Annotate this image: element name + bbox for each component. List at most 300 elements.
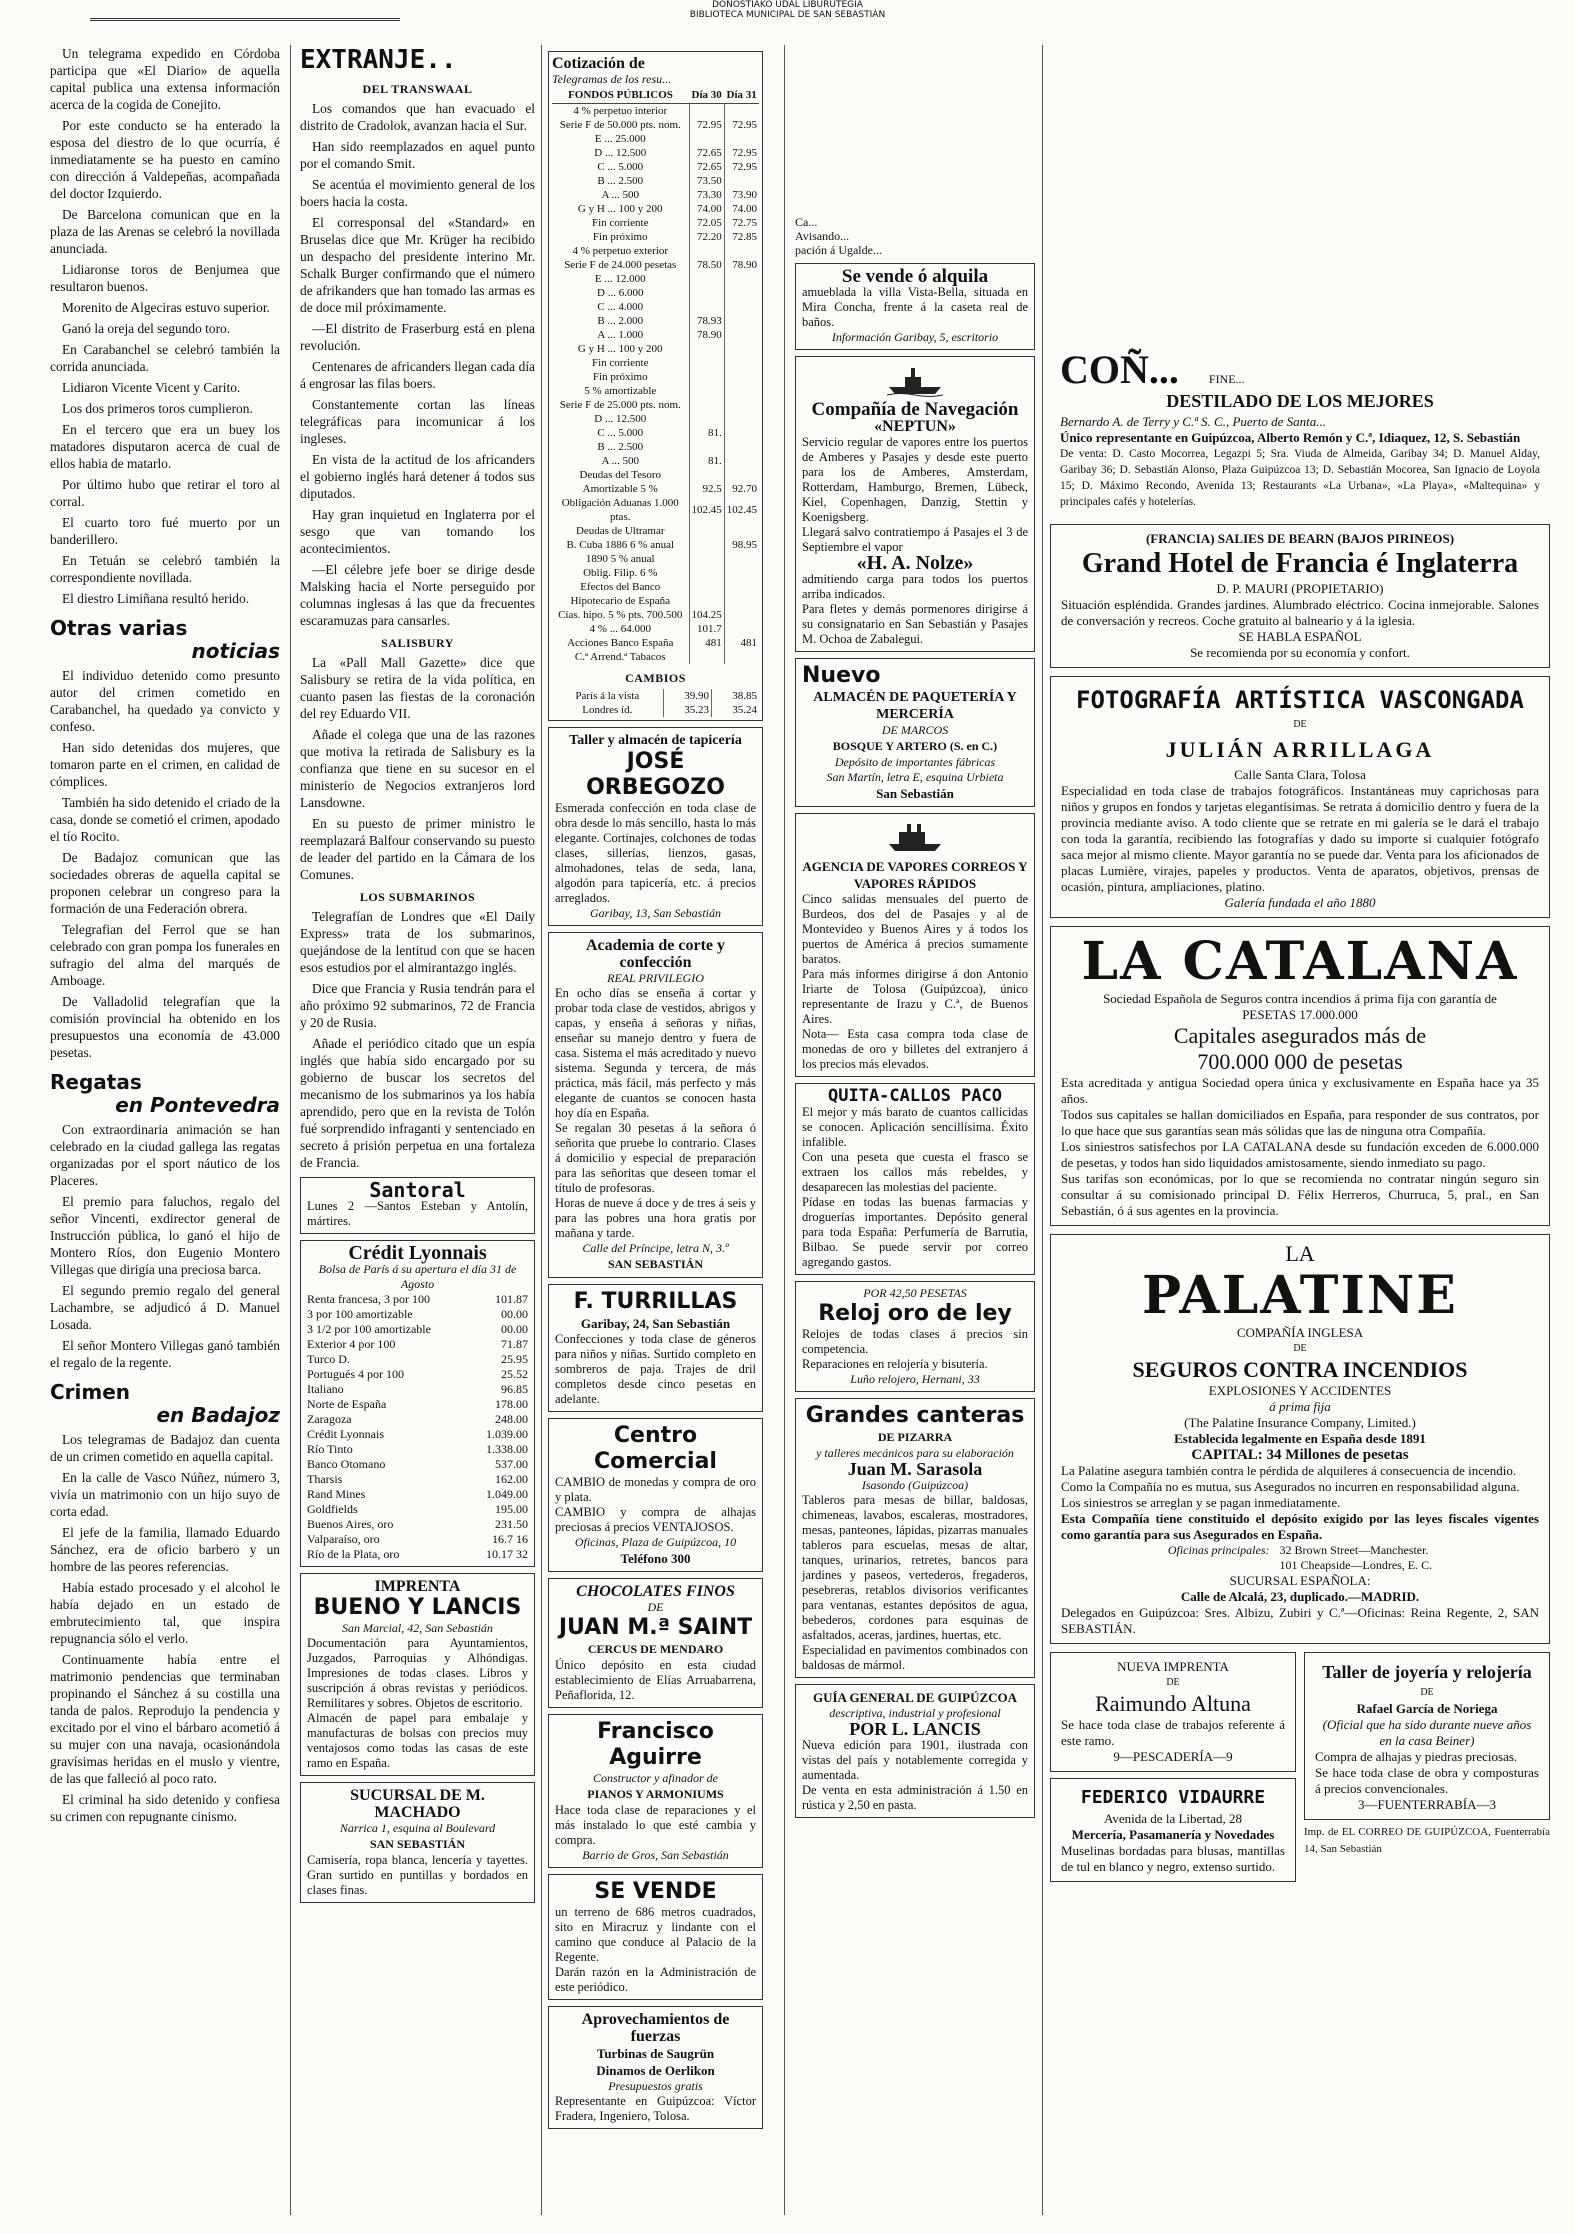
row-value: 00.00 xyxy=(501,1307,528,1321)
ad-address: 9—PESCADERÍA—9 xyxy=(1113,1749,1233,1764)
cotizacion-subtitle: Telegramas de los resu... xyxy=(552,72,672,86)
paragraph: El corresponsal del «Standard» en Bruselas dice que Mr. Krüger ha recibido un despacho del presidente interino Mr. Schalk Burger confirmando que el número de afrikanders que han tomado las armas es de doce mil próximamente. xyxy=(300,215,535,315)
ad-subtitle: PIANOS Y ARMONIUMS xyxy=(587,1787,724,1801)
ad-address: San Marcial, 42, San Sebastián xyxy=(342,1621,493,1635)
ad-phone: Teléfono 300 xyxy=(620,1551,691,1566)
table-cell xyxy=(689,580,724,608)
ad-body: Relojes de todas clases á precios sin competencia. xyxy=(802,1327,1028,1356)
paragraph: Dice que Francia y Rusia tendrán para el año próximo 92 submarinos, 72 de Francia y 20 de Rusia. xyxy=(300,981,535,1030)
column-divider xyxy=(784,45,785,2215)
canteras-ad xyxy=(795,1398,1035,1678)
table-cell xyxy=(689,538,724,552)
ad-body: Compra de alhajas y piedras preciosas. xyxy=(1315,1749,1518,1764)
paragraph: Lidiaron Vicente Vicent y Carito. xyxy=(62,380,241,395)
table-cell: A ... 500 xyxy=(601,189,640,201)
paragraph: Por este conducto se ha enterado la esposa del diestro de lo que ocurría, é inmediatamente se ha puesto en camino con dirección á Valdepeñas, acompañada del doctor Izquierdo. xyxy=(50,118,280,201)
ad-body: La Palatine asegura también contra le pérdida de alquileres á consecuencia de incendio. xyxy=(1061,1463,1517,1478)
table-cell xyxy=(724,132,759,146)
ad-name: Centro Comercial xyxy=(594,1423,717,1474)
la-catalana-ad xyxy=(1050,926,1550,1226)
table-cell: E ... 25.000 xyxy=(594,133,646,145)
table-cell: Amortizable 5 % xyxy=(582,483,658,495)
table-cell xyxy=(724,328,759,342)
centro-comercial-ad xyxy=(548,1418,763,1572)
table-cell: Fin próximo xyxy=(592,371,648,383)
table-row xyxy=(552,426,759,440)
table-cell: 92.70 xyxy=(724,482,759,496)
ad-subtitle: REAL PRIVILEGIO xyxy=(607,971,704,985)
table-cell: 4 % perpetuo exterior xyxy=(572,245,669,257)
table-row xyxy=(307,1442,528,1457)
table-cell xyxy=(689,552,724,566)
table-cell xyxy=(689,356,724,370)
ad-name: Grandes canteras xyxy=(805,1403,1025,1428)
paragraph: Se acentúa el movimiento general de los boers hacia la costa. xyxy=(300,177,535,209)
row-value: 231.50 xyxy=(495,1517,528,1531)
cotizacion-box xyxy=(548,51,763,721)
ad-body: Muselinas bordadas para blusas, mantillas de tul en blanco y negro, extenso surtido. xyxy=(1061,1843,1285,1874)
ad-address: Luño relojero, Hernani, 33 xyxy=(850,1372,980,1386)
table-row xyxy=(307,1352,528,1367)
reloj-ad xyxy=(795,1281,1035,1392)
paragraph: En Tetuán se celebró también la correspondiente novillada. xyxy=(50,553,280,585)
fotografia-ad xyxy=(1050,676,1550,918)
paragraph: El criminal ha sido detenido y confiesa su crimen con repugnante cinismo. xyxy=(50,1792,280,1824)
ad-body: Hace toda clase de reparaciones y el más instalado lo que esté cambia y compra. xyxy=(555,1803,756,1847)
table-cell xyxy=(689,412,724,426)
paragraph: El diestro Limiñana resultó herido. xyxy=(62,591,250,606)
row-value: 71.87 xyxy=(501,1337,528,1351)
ad-title: COÑ... xyxy=(1060,347,1179,392)
ad-body: Especialidad en pavimentos combinados con baldosas de mármol. xyxy=(802,1643,1028,1672)
row-label: Crédit Lyonnais xyxy=(307,1427,384,1441)
table-cell: E ... 12.000 xyxy=(594,273,646,285)
ad-name: F. TURRILLAS xyxy=(573,1289,738,1314)
ad-maker: Bernardo A. de Terry y C.ª S. C., Puerto de Santa... xyxy=(1060,414,1326,429)
table-row xyxy=(552,356,759,370)
paragraph: Han sido reemplazados en aquel punto por el comando Smit. xyxy=(300,139,535,171)
ad-name: BUENO Y LANCIS xyxy=(313,1595,522,1620)
ad-capital: Capitales asegurados más de xyxy=(1173,1023,1427,1048)
table-cell: Oblig. Filip. 6 % xyxy=(583,567,658,579)
ad-title: Aprovechamientos de fuerzas xyxy=(581,2011,730,2045)
paragraph: Por último hubo que retirar el toro al corral. xyxy=(50,477,280,509)
paragraph: Lidiaronse toros de Benjumea que resultaron buenos. xyxy=(50,262,280,294)
table-cell xyxy=(689,566,724,580)
ad-title: SUCURSAL DE M. MACHADO xyxy=(350,1787,485,1821)
ad-info: Información Garibay, 5, escritorio xyxy=(831,330,999,344)
paragraph: Los telegramas de Badajoz dan cuenta de un crimen cometido en aquella capital. xyxy=(50,1432,280,1464)
paragraph: Ganó la oreja del segundo toro. xyxy=(62,321,231,336)
ad-body: Para fletes y demás pormenores dirigirse á su consignatario en San Sebastián y Pasajes M. Ochoa de Zabalegui. xyxy=(802,602,1028,646)
imprenta-ad xyxy=(300,1573,535,1776)
ad-body: Esmerada confección en toda clase de obra desde lo más sencillo, hasta lo más elegante. Cortinajes, colchones de todas clases, sillerías, lienzos, gasas, almohadones, telas de seda, lana, algodón para tapicería, etc. á precios arreglados. xyxy=(555,801,756,905)
table-row xyxy=(552,146,759,160)
table-cell: 78.90 xyxy=(689,328,724,342)
row-value: 1.049.00 xyxy=(486,1487,528,1501)
ad-title: Taller y almacén de tapicería xyxy=(569,733,742,748)
ad-subtitle: BOSQUE Y ARTERO (S. en C.) xyxy=(832,739,998,753)
ad-capital: PESETAS 17.000.000 xyxy=(1242,1007,1358,1022)
table-cell xyxy=(724,314,759,328)
table-cell: 39.90 xyxy=(663,689,711,703)
table-row xyxy=(552,188,759,202)
row-value: 178.00 xyxy=(495,1397,528,1411)
table-cell: 78.50 xyxy=(689,258,724,272)
ad-subtitle: Mercería, Pasamanería y Novedades xyxy=(1071,1827,1275,1842)
ad-title: GUÍA GENERAL DE GUIPÚZCOA xyxy=(812,1690,1018,1705)
ad-body: Horas de nueve á doce y de tres á seis y para las pobres una hora gratis por mañana y tarde. xyxy=(555,1196,756,1240)
ad-title: LA CATALANA xyxy=(1081,931,1519,992)
ad-subtitle: descriptiva, industrial y profesional xyxy=(829,1706,1001,1720)
table-row xyxy=(552,398,759,412)
table-row xyxy=(552,258,759,272)
row-value: 1.338.00 xyxy=(486,1442,528,1456)
ad-body: Se hace toda clase de obra y composturas á precios convencionales. xyxy=(1315,1765,1539,1796)
ad-body: amueblada la villa Vista-Bella, situada en Mira Concha, frente á la caseta real de baños. xyxy=(802,285,1028,329)
paragraph: Telegrafian del Ferrol que se han celebrado con gran pompa los funerales en sufragio del alma del marqués de Amboage. xyxy=(50,922,280,988)
santoral-title: Santoral xyxy=(369,1178,466,1202)
table-row xyxy=(552,468,759,482)
ad-address: Calle Santa Clara, Tolosa xyxy=(1234,767,1366,782)
ad-subtitle: Dinamos de Oerlikon xyxy=(596,2063,715,2078)
table-cell: Efectos del Banco Hipotecario de España xyxy=(570,581,671,607)
ad-subtitle: COMPAÑÍA INGLESA xyxy=(1236,1325,1364,1340)
table-cell xyxy=(724,342,759,356)
ad-body: Cinco salidas mensuales del puerto de Burdeos, dos del de Pasajes y al de Montevideo y Buenos Aires y á todos los puertos de América á precios sumamente baratos. xyxy=(802,892,1028,966)
ad-title: Taller de joyería y relojería xyxy=(1322,1662,1532,1682)
table-row xyxy=(552,412,759,426)
row-value: 25.95 xyxy=(501,1352,528,1366)
table-row xyxy=(307,1472,528,1487)
table-cell: Acciones Banco España xyxy=(567,637,674,649)
cambios-title: CAMBIOS xyxy=(625,671,686,685)
header-rule xyxy=(90,18,400,21)
row-label: Zaragoza xyxy=(307,1412,352,1426)
table-cell: 81. xyxy=(689,454,724,468)
table-cell xyxy=(689,524,724,538)
ad-address: Avenida de la Libertad, 28 xyxy=(1103,1811,1242,1826)
table-cell: 72.95 xyxy=(724,118,759,132)
ad-title: Se vende ó alquila xyxy=(841,266,989,287)
ad-subtitle: Turbinas de Saugrün xyxy=(596,2046,715,2061)
ad-name: Juan M. Sarasola xyxy=(847,1459,983,1479)
row-value: 101.87 xyxy=(495,1292,528,1306)
ad-body: Almacén de papel para embalaje y manufacturas de bolsas con precios muy ventajosos como todas las casas de este ramo en España. xyxy=(307,1711,528,1770)
sucursal-ad xyxy=(300,1782,535,1903)
table-cell: 5 % amortizable xyxy=(584,385,657,397)
table-cell: París á la vista xyxy=(575,690,640,702)
table-cell xyxy=(689,468,724,482)
table-row xyxy=(552,538,759,552)
table-cell: 73.30 xyxy=(689,188,724,202)
table-row xyxy=(552,160,759,174)
table-cell: 73.90 xyxy=(724,188,759,202)
agencia-vapores-ad xyxy=(795,813,1035,1077)
table-cell: D ... 6.000 xyxy=(597,287,644,299)
table-cell: 72.95 xyxy=(724,160,759,174)
ad-body: CAMBIO y compra de alhajas preciosas á precios VENTAJOSOS. xyxy=(555,1505,756,1534)
table-cell: 72.05 xyxy=(689,216,724,230)
ad-body: Como la Compañía no es mutua, sus Asegurados no incurren en responsabilidad alguna. xyxy=(1061,1479,1520,1494)
table-row xyxy=(307,1487,528,1502)
ad-subtitle: EXPLOSIONES Y ACCIDENTES xyxy=(1208,1383,1392,1398)
table-cell: 78.90 xyxy=(724,258,759,272)
table-cell xyxy=(689,272,724,286)
row-label: Tharsis xyxy=(307,1472,343,1486)
ad-city: Isasondo (Guipúzcoa) xyxy=(861,1478,969,1492)
ad-subtitle: DESTILADO DE LOS MEJORES xyxy=(1166,391,1434,411)
ad-name: «NEPTUN» xyxy=(874,418,956,435)
paragraph: En su puesto de primer ministro le reemplazará Balfour conservando su puesto de leader del partido en la Cámara de los Comunes. xyxy=(300,816,535,882)
table-row xyxy=(552,622,759,636)
paragraph: Hay gran inquietud en Inglaterra por el sesgo que van tomando los acontecimientos. xyxy=(300,507,535,556)
ad-subtitle: Sociedad Española de Seguros contra incendios á prima fija con garantía de xyxy=(1103,991,1497,1006)
table-cell: C.ª Arrend.ª Tabacos xyxy=(574,651,666,663)
table-row xyxy=(307,1337,528,1352)
ad-body: Único depósito en esta ciudad establecimiento de Elías Arruabarrena, Peñaflorida, 12. xyxy=(555,1658,756,1702)
ad-subtitle: DE MARCOS xyxy=(881,723,949,737)
row-label: Buenos Aires, oro xyxy=(307,1517,394,1531)
ad-subtitle: (FRANCIA) SALIES DE BEARN (BAJOS PIRINEOS) xyxy=(1145,531,1455,546)
row-label: Valparaíso, oro xyxy=(307,1532,380,1546)
se-vende-ad xyxy=(548,1874,763,2000)
ad-body: Nota— Esta casa compra toda clase de monedas de oro y billetes del extranjero á los precios más elevados. xyxy=(802,1027,1028,1071)
row-value: 195.00 xyxy=(495,1502,528,1516)
table-cell xyxy=(724,356,759,370)
aguirre-ad xyxy=(548,1714,763,1868)
ad-address: Oficinas, Plaza de Guipúzcoa, 10 xyxy=(574,1535,737,1549)
ad-title: Compañía de Navegación xyxy=(811,399,1019,420)
table-cell: 81. xyxy=(689,426,724,440)
table-cell: 102.45 xyxy=(724,496,759,524)
row-value: 00.00 xyxy=(501,1322,528,1336)
paragraph: De Barcelona comunican que en la plaza de las Arenas se celebró la novillada anunciada. xyxy=(50,207,280,256)
archive-header-line2: BIBLIOTECA MUNICIPAL DE SAN SEBASTIÁN xyxy=(689,10,886,20)
paragraph: Continuamente había entre el matrimonio pendencias que terminaban propinando el Sánchez á su costilla una tanda de palos. Reprodujo la pendencia y excitado por el vino el bárbaro acometió á su mujer con una navaja, ocasionándola gravísimas heridas en el muslo y vientre, de las que falleció al poco rato. xyxy=(50,1652,280,1786)
table-row xyxy=(552,132,759,146)
ad-title: CHOCOLATES FINOS xyxy=(576,1583,735,1600)
ad-subtitle: FINE... xyxy=(1208,372,1245,386)
row-label: Exterior 4 por 100 xyxy=(307,1337,396,1351)
table-cell: Fin corriente xyxy=(591,217,649,229)
guia-ad xyxy=(795,1684,1035,1818)
row-value: 96.85 xyxy=(501,1382,528,1396)
table-cell: 35.23 xyxy=(663,703,711,717)
ad-address: Garibay, 24, San Sebastián xyxy=(580,1316,731,1331)
ad-body: SE HABLA ESPAÑOL xyxy=(1238,629,1362,644)
table-header: Día 31 xyxy=(724,87,759,104)
ad-de: DE xyxy=(1166,1677,1180,1688)
row-label: Norte de España xyxy=(307,1397,387,1411)
table-cell xyxy=(724,244,759,258)
table-cell xyxy=(724,650,759,664)
ad-name: Raimundo Altuna xyxy=(1095,1691,1251,1716)
ad-title: IMPRENTA xyxy=(374,1578,461,1595)
row-label: 3 1/2 por 100 amortizable xyxy=(307,1322,431,1336)
table-cell: 72.65 xyxy=(689,160,724,174)
table-row xyxy=(552,118,759,132)
ad-subtitle: Constructor y afinador de xyxy=(593,1771,718,1785)
paragraph: El jefe de la familia, llamado Eduardo Sánchez, era de oficio barbero y un hombre de las peores referencias. xyxy=(50,1525,280,1574)
ad-capital: CAPITAL: 34 Millones de pesetas xyxy=(1191,1447,1409,1463)
table-cell: 101.7 xyxy=(689,622,724,636)
ad-subtitle: SEGUROS CONTRA INCENDIOS xyxy=(1132,1357,1468,1382)
ad-body: un terreno de 686 metros cuadrados, sito en Miracruz y lindante con el camino que conduce al Palacio de la Regente. xyxy=(555,1905,756,1964)
santoral-box xyxy=(300,1177,535,1234)
table-row xyxy=(552,202,759,216)
ad-name: JUAN M.ª SAINT xyxy=(558,1615,753,1640)
table-cell: 72.95 xyxy=(724,146,759,160)
table-row xyxy=(552,104,759,119)
table-cell xyxy=(689,384,724,398)
chocolates-ad xyxy=(548,1578,763,1708)
table-cell xyxy=(689,370,724,384)
table-cell: B ... 2.500 xyxy=(597,175,644,187)
ad-body: Esta acreditada y antigua Sociedad opera única y exclusivamente en España hace ya 35 años. xyxy=(1061,1075,1539,1106)
ad-branch: SUCURSAL ESPAÑOLA: xyxy=(1229,1573,1371,1588)
table-row xyxy=(552,552,759,566)
section-heading: Regatas xyxy=(50,1070,142,1094)
paragraph: Añade el colega que una de las razones que motiva la retirada de Salisbury es la confianza que tiene en su sucesor en el ministerio de Negocios extranjeros lord Lansdowne. xyxy=(300,727,535,810)
row-value: 1.039.00 xyxy=(486,1427,528,1441)
row-label: Portugués 4 por 100 xyxy=(307,1367,404,1381)
section-heading: noticias xyxy=(191,639,280,663)
archive-header-line1: DONOSTIAKO UDAL LIBURUTEGIA xyxy=(712,0,863,10)
table-cell: 72.65 xyxy=(689,146,724,160)
table-cell xyxy=(689,286,724,300)
table-row xyxy=(552,703,759,717)
column-divider xyxy=(290,45,291,2215)
ad-offices xyxy=(1061,1543,1539,1573)
ad-note: (Oficial que ha sido durante nueve años en la casa Beiner) xyxy=(1322,1717,1532,1748)
table-cell xyxy=(724,398,759,412)
ad-title: AGENCIA DE VAPORES CORREOS Y VAPORES RÁPIDOS xyxy=(802,859,1028,891)
ad-address: Calle del Príncipe, letra N, 3.º xyxy=(582,1241,729,1255)
section-heading: Crimen xyxy=(50,1380,131,1404)
ad-branch: Calle de Alcalá, 23, duplicado.—MADRID. xyxy=(1180,1589,1420,1604)
fragment: Avisando... xyxy=(795,229,850,243)
ad-subtitle: Presupuestos gratis xyxy=(608,2079,703,2093)
ad-subtitle: y talleres mecánicos para su elaboración xyxy=(816,1446,1014,1460)
table-cell xyxy=(689,650,724,664)
table-row xyxy=(552,370,759,384)
table-cell xyxy=(724,104,759,119)
table-cell: 72.75 xyxy=(724,216,759,230)
table-row xyxy=(552,272,759,286)
table-cell xyxy=(724,174,759,188)
ad-body: Situación espléndida. Grandes jardines. Alumbrado eléctrico. Cocina inmejorable. Salones de conversación y recreos. Coche gratuito al balneario y á la iglesia. xyxy=(1061,597,1539,628)
turrillas-ad xyxy=(548,1284,763,1412)
table-cell xyxy=(724,622,759,636)
table-cell xyxy=(689,342,724,356)
table-cell: 78.93 xyxy=(689,314,724,328)
ad-representative: Único representante en Guipúzcoa, Alberto Remón y C.ª, Idiaquez, 12, S. Sebastián xyxy=(1060,430,1521,445)
credit-subtitle: Bolsa de París á su apertura el día 31 de Agosto xyxy=(318,1262,517,1291)
row-value: 162.00 xyxy=(495,1472,528,1486)
table-row xyxy=(552,440,759,454)
ad-title: Grand Hotel de Francia é Inglaterra xyxy=(1081,548,1519,579)
table-row xyxy=(552,174,759,188)
ad-body: Se hace toda clase de trabajos referente á este ramo. xyxy=(1061,1717,1285,1748)
table-row xyxy=(307,1532,528,1547)
table-cell: Londres íd. xyxy=(582,704,633,716)
ad-name: JOSÉ ORBEGOZO xyxy=(586,749,725,800)
row-label: Río de la Plata, oro xyxy=(307,1547,400,1561)
hotel-ad xyxy=(1050,524,1550,668)
ad-address: Garibay, 13, San Sebastián xyxy=(590,906,721,920)
column-ads xyxy=(1050,45,1550,2215)
ad-body: Nueva edición para 1901, ilustrada con vistas del país y notablemente corregida y aumentada. xyxy=(802,1738,1028,1782)
paragraph: La «Pall Mall Gazette» dice que Salisbury se retira de la vida política, en cuanto pasen las fiestas de la coronación del rey Eduardo VII. xyxy=(300,655,535,721)
table-cell: A ... 1.000 xyxy=(597,329,644,341)
table-cell: A ... 500 xyxy=(601,455,640,467)
ad-name: Nuevo xyxy=(802,663,881,688)
ad-name: SE VENDE xyxy=(594,1879,717,1904)
table-cell: Serie F de 24.000 pesetas xyxy=(564,259,677,271)
ad-body: Darán razón en la Administración de este periódico. xyxy=(555,1965,756,1994)
table-cell xyxy=(724,454,759,468)
ad-body: Depósito de importantes fábricas xyxy=(834,755,996,769)
table-row xyxy=(552,314,759,328)
table-row xyxy=(552,328,759,342)
table-row xyxy=(307,1502,528,1517)
table-cell: D ... 12.500 xyxy=(594,147,647,159)
column-3 xyxy=(548,45,763,2215)
table-row xyxy=(307,1517,528,1532)
ad-city: SAN SEBASTIÁN xyxy=(607,1257,704,1271)
table-cell: B ... 2.500 xyxy=(597,441,644,453)
table-cell: 72.95 xyxy=(689,118,724,132)
row-label: Turco D. xyxy=(307,1352,350,1366)
table-cell xyxy=(724,580,759,608)
ad-address: 3—FUENTERRABÍA—3 xyxy=(1358,1797,1496,1812)
ad-body: Se recomienda por su economía y confort. xyxy=(1190,645,1410,660)
ad-address: Barrio de Gros, San Sebastián xyxy=(582,1848,729,1862)
ad-offices-label: Oficinas principales: xyxy=(1167,1543,1270,1557)
table-row xyxy=(552,286,759,300)
ad-body: Documentación para Ayuntamientos, Juzgados, Parroquias y Alhóndigas. Impresiones de todas clases. Libros y suscripción á obras revistas y periódicos. Remilitares y sobres. Objetos de escritorio. xyxy=(307,1636,528,1710)
fragment: Ca... xyxy=(795,215,818,229)
neptun-ad xyxy=(795,356,1035,652)
ad-capital: 700.000 000 de pesetas xyxy=(1197,1049,1403,1074)
table-row xyxy=(552,244,759,258)
nuevo-almacen-ad xyxy=(795,658,1035,807)
ship-icon xyxy=(885,365,945,397)
table-row xyxy=(552,580,759,608)
paragraph: Los comandos que han evacuado el distrito de Cradolok, avanzan hacia el Sur. xyxy=(300,101,535,133)
quita-callos-ad xyxy=(795,1083,1035,1275)
ad-name: Rafael García de Noriega xyxy=(1356,1701,1498,1716)
table-row xyxy=(307,1457,528,1472)
subheading: SALISBURY xyxy=(381,636,454,650)
ad-title: PALATINE xyxy=(1142,1265,1458,1326)
ad-body: Los siniestros satisfechos por LA CATALANA desde su fundación exceden de 6.000.000 de pesetas, y todos han sido liquidados amistosamente, siendo inmediato su pago. xyxy=(1061,1139,1539,1170)
santoral-text: Lunes 2 —Santos Esteban y Antolín, mártires. xyxy=(307,1199,528,1228)
ad-body: Se regalan 30 pesetas á la señora ó señorita que pruebe lo contrario. Clases á domicilio y especial de preparación para las señoritas que deseen tomar el título de profesoras. xyxy=(555,1121,756,1195)
table-cell xyxy=(724,608,759,622)
table-cell: Deudas del Tesoro xyxy=(579,469,661,481)
ad-office: 32 Brown Street—Manchester. xyxy=(1279,1543,1429,1557)
ad-city: SAN SEBASTIÁN xyxy=(369,1837,466,1851)
paragraph: El premio para faluchos, regalo del señor Vincenti, exdirector general de Instrucción pública, lo ganó el hijo de Montero Ríos, don Eugenio Montero Villegas que dirigía una preciosa barca. xyxy=(50,1194,280,1277)
archive-header xyxy=(0,0,1575,20)
paragraph: Morenito de Algeciras estuvo superior. xyxy=(62,300,270,315)
row-value: 537.00 xyxy=(495,1457,528,1471)
academia-ad xyxy=(548,932,763,1278)
cognac-ad xyxy=(1050,347,1550,516)
cambios-table xyxy=(552,689,759,717)
